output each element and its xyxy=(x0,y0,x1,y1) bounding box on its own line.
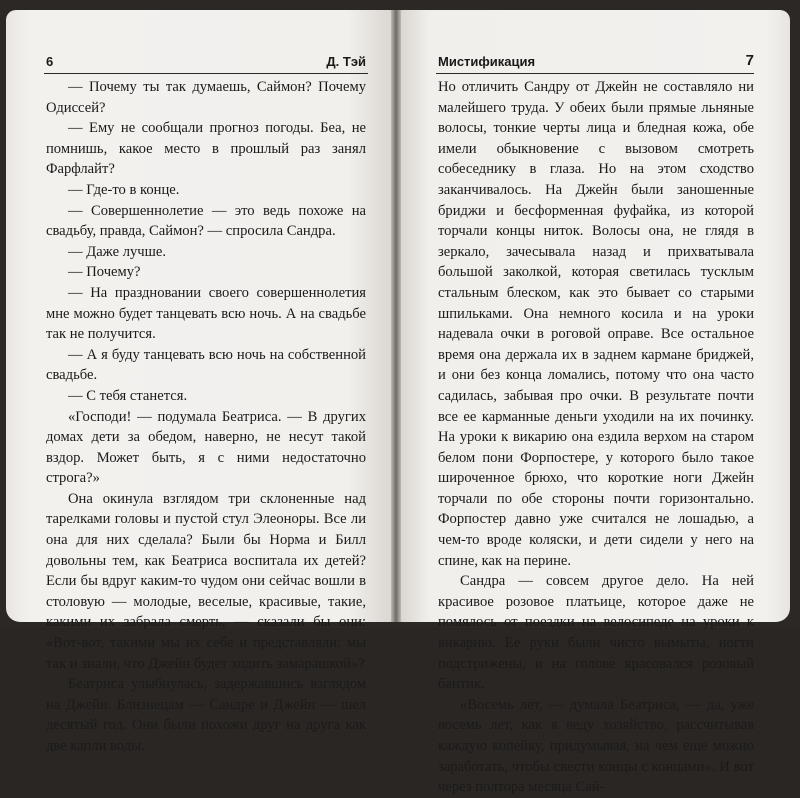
page-number: 7 xyxy=(745,52,754,69)
right-body-text xyxy=(438,77,754,798)
paragraph: «Господи! — подумала Беатриса. — В других домах дети за обедом, наверно, не несут такой вздор. Может быть, я с ними недостаточно строга?» xyxy=(46,408,366,487)
paragraph: — Почему? xyxy=(68,264,141,281)
header-rule xyxy=(436,73,754,74)
paragraph: — Где-то в конце. xyxy=(68,181,180,198)
book-gutter xyxy=(391,10,401,622)
paragraph: Она окинула взглядом три склоненные над тарелками головы и пустой стул Элеоноры. Все ли она для них сделала? Были бы Норма и Билл довольны тем, как Беатриса воспитала их детей? Если бы вдруг каким-то чудом они сейчас вошли в столовую — молодые, веселые, красивые, такие, какими их забрала смерть, — сказали бы они: «Вот-вот, такими мы их себе и представляли: мы так и знали, что Джейн будет ходить замарашкой»? xyxy=(46,490,366,672)
paragraph: Беатриса улыбнулась, задержавшись взглядом на Джейн. Близнецам — Сандре и Джейн — шел десятый год. Они были похожи друг на друга как две капли воды. xyxy=(46,676,366,754)
paragraph: — А я буду танцевать всю ночь на собственной свадьбе. xyxy=(46,346,366,384)
right-running-head xyxy=(438,54,754,72)
paragraph: Но отличить Сандру от Джейн не составляло ни малейшего труда. У обеих были прямые льняные волосы, тонкие черты лица и бледная кожа, обе имели обыкновение с вызовом смотреть собеседнику в глаза. Но на этом сходство заканчивалось. На Джейн были заношенные бриджи и бесформенная фуфайка, из которой торчали концы ниток. Волосы она, не глядя в зеркало, зачесывала назад и прихватывала большой заколкой, которая светилась тусклым стальным блеском, как это бывает со старыми шпильками. Она немного косила и на уроки надевала очки в роговой оправе. Все остальное время она держала их в заднем кармане бриджей, и они без конца ломались, потому что она часто садилась, забывая про очки. В результате почти все ее карманные деньги уходили на их починку. На уроки к викарию она ездила верхом на старом белом пони Форпостере, у которого было такое широченное брюхо, что короткие ноги Джейн торчали по обе стороны почти горизонтально. Форпостер давно уже считался не лошадью, а чем-то вроде коляски, и дети сидели у него на спине, как на перине. xyxy=(438,79,754,569)
paragraph: «Восемь лет, — думала Беатриса, — да, уже восемь лет, как я веду хозяйство, рассчитывая каждую копейку, придумывая, на чем еще можно заработать, чтобы свести концы с концами». И вот через полтора месяца Сай- xyxy=(438,696,754,796)
paragraph: — Почему ты так думаешь, Саймон? Почему Одиссей? xyxy=(46,79,366,116)
paragraph: — Даже лучше. xyxy=(68,243,166,260)
paragraph: — Ему не сообщали прогноз погоды. Беа, не помнишь, какое место в прошлый раз занял Фарфлайт? xyxy=(46,120,366,178)
left-running-head xyxy=(46,54,366,72)
left-body-text xyxy=(46,77,366,757)
header-rule xyxy=(44,73,368,74)
paragraph: — С тебя станется. xyxy=(68,387,188,404)
paragraph: — Совершеннолетие — это ведь похоже на свадьбу, правда, Саймон? — спросила Сандра. xyxy=(46,202,366,240)
right-page xyxy=(398,10,790,796)
book-title: Мистификация xyxy=(438,54,536,69)
page-number: 6 xyxy=(46,54,54,69)
author-name: Д. Тэй xyxy=(326,54,366,69)
paragraph: — На праздновании своего совершеннолетия мне можно будет танцевать всю ночь. А на свадьбе так не получится. xyxy=(46,284,366,343)
paragraph: Сандра — совсем другое дело. На ней красивое розовое платьице, которое даже не помялось от поездки на велосипеде на уроки к викарию. Ее руки были чисто вымыты, ногти подстрижены, и на голове красовался розовый бантик. xyxy=(438,573,754,693)
left-page xyxy=(6,10,394,754)
